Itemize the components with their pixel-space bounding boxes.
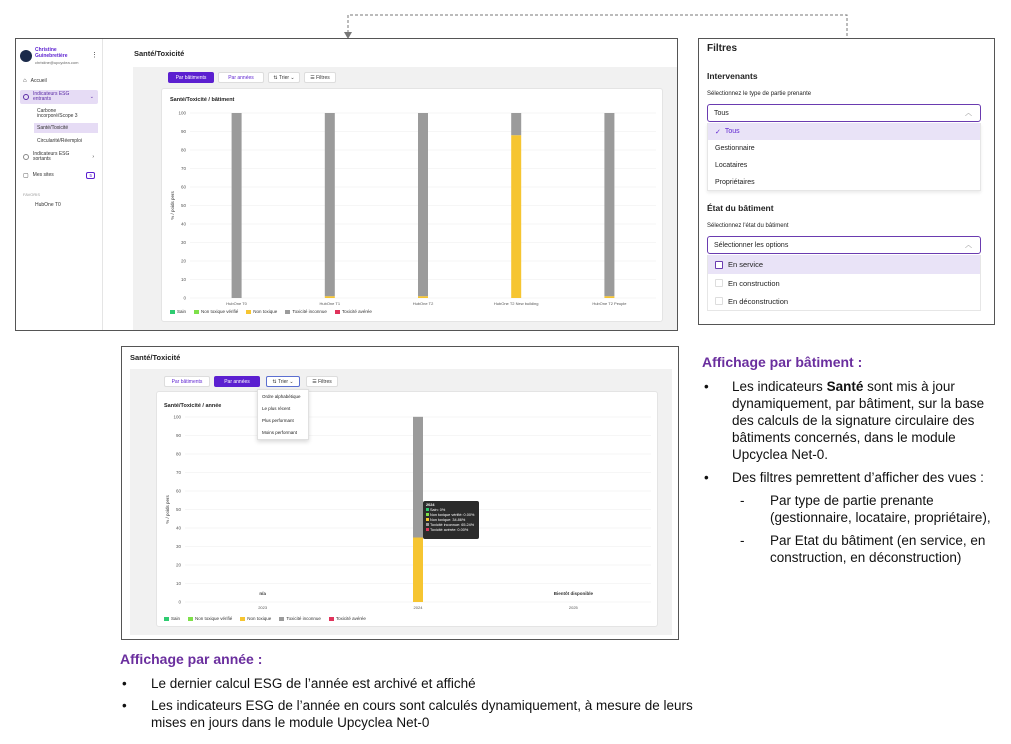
soon-label: Bientôt disponible: [553, 591, 593, 596]
user-email: christine@upcyclea.com: [35, 60, 79, 65]
bar-segment: [325, 296, 335, 298]
filter-icon: ☰: [312, 378, 319, 385]
legend-item[interactable]: [170, 309, 186, 314]
tab-par-batiments[interactable]: Par bâtiments: [168, 72, 214, 83]
legend-label: Non toxique vérifié: [195, 616, 233, 621]
x-tick-label: HubOne T2: [412, 301, 434, 306]
filters-label: Filtres: [316, 74, 330, 81]
legend-swatch: [246, 310, 251, 314]
partie-option-proprietaires[interactable]: [708, 174, 980, 191]
section-heading-batiment: Affichage par bâtiment :: [702, 354, 863, 370]
filters-label: Filtres: [318, 378, 332, 385]
bullet-text: Les indicateurs ESG de l’année en cours sont calculés dynamiquement, à mesure de leurs mises en jours dans le module Upcyclea Net-0: [151, 698, 693, 730]
filters-panel: [698, 38, 995, 325]
sidebar-item-label: Accueil: [30, 78, 47, 84]
y-tick-label: 60: [175, 488, 181, 494]
option-label: Locataires: [715, 162, 748, 169]
check-icon: ✓: [715, 128, 721, 136]
chevron-up-icon: ︿: [965, 110, 972, 117]
y-tick-label: 80: [180, 147, 186, 153]
building-icon: ▢: [23, 172, 29, 179]
partie-select-value: Tous: [714, 109, 729, 117]
legend-swatch: [279, 617, 284, 621]
option-label: En déconstruction: [728, 296, 789, 306]
legend-item[interactable]: [246, 309, 277, 314]
etat-select[interactable]: [707, 236, 981, 254]
x-tick-label: 2023: [258, 605, 268, 610]
y-tick-label: 30: [175, 544, 181, 549]
legend-label: Non toxique: [247, 616, 272, 621]
indicator-icon: [23, 154, 29, 160]
chevron-right-icon: ›: [92, 154, 94, 160]
etat-title: État du bâtiment: [707, 203, 774, 213]
y-tick-label: 30: [180, 240, 186, 245]
chevron-down-icon: ⌄: [89, 94, 94, 100]
sidebar-item-esg-sortants[interactable]: [20, 150, 98, 164]
checkbox[interactable]: [715, 279, 723, 287]
y-tick-label: 0: [178, 599, 181, 605]
chevron-down-icon: ⌄: [288, 378, 294, 385]
y-tick-label: 70: [175, 470, 181, 475]
legend-label: Non toxique: [253, 309, 278, 314]
y-tick-label: 0: [183, 295, 186, 301]
top-app-screenshot: [15, 38, 678, 331]
home-icon: ⌂: [23, 78, 27, 84]
bullet-item: • Le dernier calcul ESG de l’année est archivé et affiché: [122, 676, 476, 691]
legend-label: Non toxique vérifié: [201, 309, 239, 314]
connector-arrow: [340, 10, 855, 40]
bullet-item: • Les indicateurs Santé sont mis à jour dynamiquement, par bâtiment, sur la base des calculs de la signature circulaire des bâtiments concernés, dans le module Upcyclea Net-0.: [704, 379, 985, 462]
tooltip-line-text: Non toxique: 34.86%: [430, 518, 466, 522]
legend-label: Sain: [171, 616, 181, 621]
tooltip-line-text: Toxicité avérée: 0.00%: [430, 528, 469, 532]
option-label: Gestionnaire: [715, 145, 755, 152]
x-tick-label: HubOne T2 Peuple: [592, 301, 627, 306]
sub-bullet-item: - Par Etat du bâtiment (en service, en construction, en déconstruction): [740, 533, 986, 565]
sidebar-item-mes-sites[interactable]: [20, 169, 98, 181]
option-label: Propriétaires: [715, 179, 755, 186]
sub-bullet-item: - Par type de partie prenante (gestionnaire, locataire, propriétaire),: [740, 493, 991, 525]
sort-option[interactable]: Plus performant: [262, 418, 294, 423]
chart-title: Santé/Toxicité / bâtiment: [170, 97, 235, 103]
sidebar-item-label: Indicateurs ESG entrants: [33, 91, 70, 102]
bullet-bold-text: Santé: [826, 379, 864, 394]
subitem-label: Carbone incorporé/Scope 3: [37, 108, 78, 119]
favoris-heading: FAVORIS: [23, 192, 41, 197]
partie-option-locataires[interactable]: [708, 157, 980, 174]
option-label: Tous: [724, 128, 740, 135]
etat-options-list: [707, 255, 981, 311]
subitem-label: Circularité/Réemploi: [37, 138, 83, 144]
sort-option[interactable]: Moins performant: [262, 430, 298, 435]
y-tick-label: 40: [180, 221, 186, 227]
sort-button[interactable]: [266, 376, 300, 387]
option-label: En construction: [728, 278, 780, 288]
legend-item[interactable]: [335, 309, 372, 314]
tooltip-year: 2024: [426, 503, 435, 507]
page-title: Santé/Toxicité: [130, 353, 181, 362]
section-heading-annee: Affichage par année :: [120, 651, 263, 667]
bar-segment: [413, 417, 423, 538]
sidebar-item-accueil[interactable]: [20, 75, 98, 87]
y-axis-label: % / poids pers: [165, 495, 170, 524]
legend-label: Toxicité avérée: [341, 309, 372, 314]
y-tick-label: 10: [180, 277, 186, 282]
bullet-list: [702, 378, 992, 566]
legend-item[interactable]: [329, 616, 366, 621]
x-tick-label: HubOne T2 New building: [493, 301, 539, 306]
indicator-icon: [23, 94, 29, 100]
y-tick-label: 50: [180, 203, 186, 208]
right-explanation: [702, 354, 992, 566]
legend-label: Toxicité inconnue: [286, 616, 321, 621]
legend-label: Toxicité inconnue: [292, 309, 327, 314]
tooltip-line-text: Sain: 0%: [430, 508, 446, 512]
bullet-text: sont mis à jour dynamiquement, par bâtiment, sur la base des calculs de la signature circulaire des bâtiments concernés, dans le module Upcyclea Net-0.: [732, 379, 985, 462]
intervenants-title: Intervenants: [707, 71, 758, 81]
legend-swatch: [188, 617, 193, 621]
user-name: Christine Guinebretière: [35, 47, 68, 59]
bullet-item: • Les indicateurs ESG de l’année en cours sont calculés dynamiquement, à mesure de leurs mises en jours dans le module Upcyclea Net-0: [122, 698, 693, 730]
avatar: [20, 50, 32, 62]
bottom-app-screenshot: [121, 346, 679, 640]
filters-button[interactable]: [304, 72, 336, 83]
legend-item[interactable]: [240, 616, 271, 621]
bar-segment: [418, 296, 428, 298]
bar-segment: [511, 113, 521, 135]
page-title: Santé/Toxicité: [134, 49, 185, 58]
x-tick-label: HubOne T1: [319, 301, 341, 306]
filters-title: Filtres: [707, 43, 738, 54]
partie-label: Sélectionnez le type de partie prenante: [707, 91, 812, 97]
tooltip-line: [426, 528, 476, 533]
y-tick-label: 20: [175, 562, 181, 568]
partie-options-list: [707, 123, 981, 191]
tab-par-batiments[interactable]: Par bâtiments: [164, 376, 210, 387]
legend-swatch: [170, 310, 175, 314]
bullet-text: Des filtres pemrettent d’afficher des vues :: [732, 470, 984, 485]
chevron-up-icon: ︿: [965, 242, 972, 249]
sort-icon: ⇅: [272, 378, 278, 385]
bullet-list: [120, 675, 700, 731]
bar-segment: [418, 113, 428, 296]
chart-legend: [170, 309, 372, 314]
sidebar-subitem-sante[interactable]: [34, 123, 98, 133]
sort-label: Trier: [277, 378, 289, 385]
na-label: n/a: [259, 591, 266, 596]
sidebar-subitem-circularite[interactable]: [34, 136, 98, 146]
y-tick-label: 20: [180, 258, 186, 264]
bar-segment: [325, 113, 335, 296]
bar-segment: [511, 135, 521, 298]
tab-par-annees[interactable]: Par années: [214, 376, 260, 387]
option-label: En service: [728, 260, 764, 269]
bullet-text: Les indicateurs: [732, 379, 827, 394]
legend-swatch: [285, 310, 290, 314]
sort-option[interactable]: Le plus récent: [262, 406, 291, 411]
bullet-text: Par Etat du bâtiment (en service, en construction, en déconstruction): [770, 533, 986, 565]
chart-card: [161, 88, 663, 322]
partie-option-gestionnaire[interactable]: [708, 140, 980, 157]
filters-button[interactable]: [306, 376, 338, 387]
bar-segment: [604, 296, 614, 298]
checkbox[interactable]: [715, 297, 723, 305]
legend-item[interactable]: [279, 616, 321, 621]
y-axis-label: % / poids pers: [170, 191, 175, 220]
chart-card: [156, 391, 658, 627]
legend-item[interactable]: [188, 616, 232, 621]
chevron-down-icon: ⌄: [289, 74, 295, 81]
partie-option-tous[interactable]: [708, 123, 980, 140]
sort-dropdown-menu: [257, 389, 309, 440]
legend-swatch: [335, 310, 340, 314]
legend-swatch: [194, 310, 199, 314]
legend-item[interactable]: [285, 309, 327, 314]
bar-segment: [604, 113, 614, 296]
legend-swatch: [240, 617, 245, 621]
sidebar-item-esg-entrants[interactable]: [20, 90, 98, 104]
sidebar: [16, 39, 103, 330]
x-tick-label: 2024: [413, 605, 423, 610]
legend-label: Sain: [177, 309, 187, 314]
partie-select[interactable]: [707, 104, 981, 122]
bullet-text: Le dernier calcul ESG de l’année est archivé et affiché: [151, 676, 476, 691]
subitem-label: Santé/Toxicité: [37, 125, 69, 131]
sort-button[interactable]: [268, 72, 300, 83]
y-tick-label: 100: [173, 414, 181, 420]
filter-icon: ☰: [310, 74, 317, 81]
legend-swatch: [329, 617, 334, 621]
y-tick-label: 50: [175, 507, 181, 512]
bullet-item: • Des filtres pemrettent d’afficher des vues :: [704, 470, 984, 485]
y-tick-label: 40: [175, 525, 181, 531]
y-tick-label: 60: [180, 184, 186, 190]
y-tick-label: 100: [178, 110, 186, 116]
y-tick-label: 70: [180, 166, 186, 171]
checkbox[interactable]: [715, 261, 723, 269]
tooltip-line-text: Toxicité inconnue: 65.24%: [430, 523, 475, 527]
kebab-menu-icon[interactable]: ⋮: [91, 52, 98, 59]
content-area: [130, 369, 672, 635]
chart-legend: [164, 616, 366, 621]
tooltip-line-text: Non toxique vérifié: 0.00%: [430, 513, 475, 517]
content-area: [133, 67, 678, 331]
sidebar-item-label: Indicateurs ESG sortants: [33, 151, 70, 162]
legend-item[interactable]: [164, 616, 180, 621]
sort-label: Trier: [278, 74, 290, 81]
sidebar-item-label: Mes sites: [32, 172, 54, 178]
legend-item[interactable]: [194, 309, 238, 314]
etat-option-en-service[interactable]: [708, 255, 980, 274]
bar-segment: [232, 113, 242, 298]
bullet-text: Par type de partie prenante (gestionnaire, locataire, propriétaire),: [770, 493, 991, 525]
etat-label: Sélectionnez l'état du bâtiment: [707, 223, 789, 229]
bar-segment: [413, 538, 423, 602]
year-bar-chart: [157, 412, 657, 617]
chart-title: Santé/Toxicité / année: [164, 403, 222, 409]
etat-option-en-deconstruction[interactable]: [708, 292, 980, 310]
etat-select-placeholder: Sélectionner les options: [714, 241, 789, 249]
y-tick-label: 90: [175, 433, 181, 438]
sort-option[interactable]: Ordre alphabétique: [262, 394, 301, 399]
legend-label: Toxicité avérée: [335, 616, 366, 621]
sidebar-subitem-carbone[interactable]: [34, 108, 98, 120]
bottom-explanation: [120, 651, 700, 731]
y-tick-label: 80: [175, 451, 181, 457]
x-tick-label: 2025: [568, 605, 578, 610]
y-tick-label: 10: [175, 581, 181, 586]
favoris-item[interactable]: HubOne T0: [35, 202, 61, 208]
tab-par-annees[interactable]: Par années: [218, 72, 264, 83]
etat-option-en-construction[interactable]: [708, 274, 980, 292]
chart-tooltip: [423, 501, 479, 539]
building-bar-chart: [162, 105, 662, 310]
sort-icon: ⇅: [273, 74, 279, 81]
sites-count-badge: 5: [86, 172, 95, 179]
x-tick-label: HubOne T0: [226, 301, 247, 306]
y-tick-label: 90: [180, 129, 186, 134]
legend-swatch: [164, 617, 169, 621]
